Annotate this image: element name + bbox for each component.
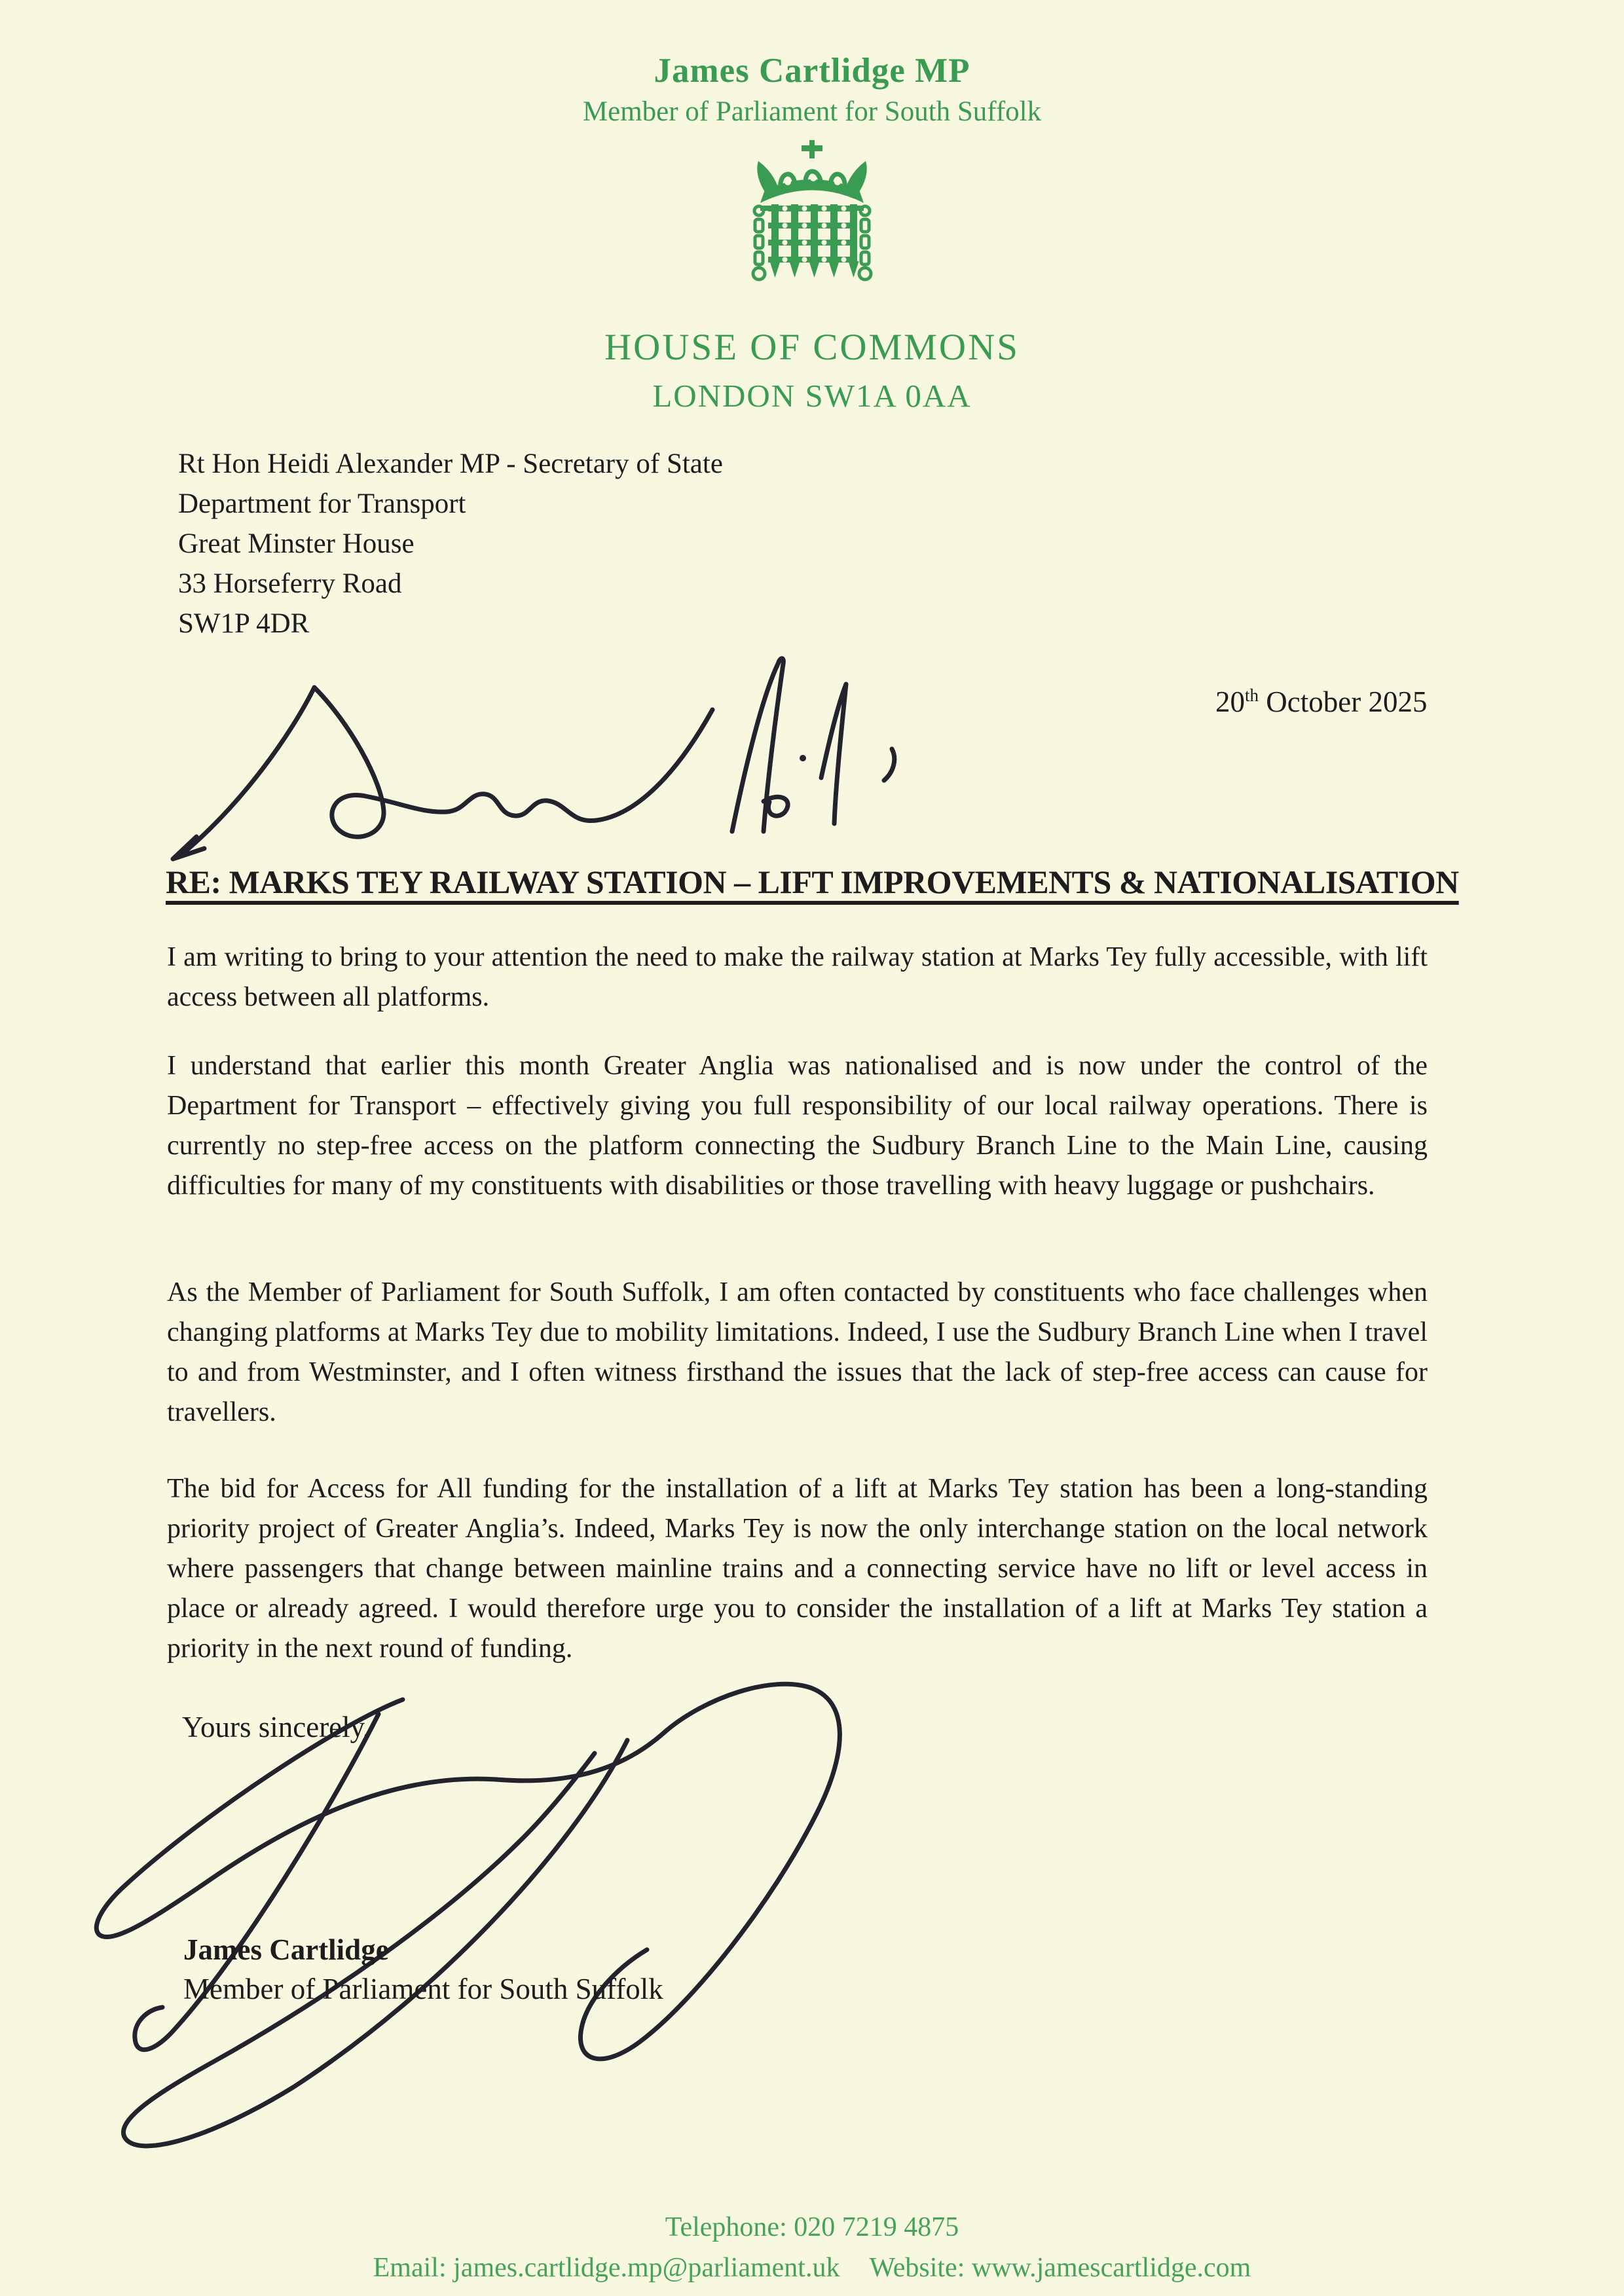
letterhead-mp-name: James Cartlidge MP	[654, 52, 970, 90]
portcullis-crest-icon	[750, 140, 874, 288]
body-paragraph: The bid for Access for All funding for the installation of a lift at Marks Tey station has been a long-standing priority project of Greater Anglia’s. Indeed, Marks Tey is now the only interchange station on the local network where passengers that change between mainline trains and a connecting service have no lift or level access in place or already agreed. I would therefore urge you to consider the installation of a lift at Marks Tey station a priority in the next round of funding.	[167, 1474, 1428, 1664]
body-paragraph: I am writing to bring to your attention the need to make the railway station at Marks Tey fully accessible, with lift access between all platforms.	[167, 942, 1428, 1012]
footer-telephone: Telephone: 020 7219 4875	[665, 2212, 959, 2242]
recipient-line: SW1P 4DR	[178, 608, 310, 639]
handwritten-greeting	[139, 636, 1108, 872]
recipient-line: Department for Transport	[178, 488, 466, 519]
date-rest: October 2025	[1259, 685, 1428, 718]
subject-line: RE: MARKS TEY RAILWAY STATION – LIFT IMPROVEMENTS & NATIONALISATION	[166, 864, 1459, 900]
recipient-line: Great Minster House	[178, 528, 415, 559]
date-day: 20	[1215, 685, 1245, 718]
letterhead-address: LONDON SW1A 0AA	[652, 378, 972, 414]
footer-email: Email: james.cartlidge.mp@parliament.uk	[373, 2253, 840, 2283]
recipient-line: Rt Hon Heidi Alexander MP - Secretary of State	[178, 448, 723, 479]
body-paragraph: I understand that earlier this month Greater Anglia was nationalised and is now under the control of the Department for Transport – effectively giving you full responsibility of our local railway operations. There is currently no step-free access on the platform connecting the Sudbury Branch Line to the Main Line, causing difficulties for many of my constituents with disabilities or those travelling with heavy luggage or pushchairs.	[167, 1051, 1428, 1201]
signer-role: Member of Parliament for South Suffolk	[183, 1973, 663, 2005]
body-paragraph: As the Member of Parliament for South Suffolk, I am often contacted by constituents who face challenges when changing platforms at Marks Tey due to mobility limitations. Indeed, I use the Sudbury Branch Line when I travel to and from Westminster, and I often witness firsthand the issues that the lack of step-free access can cause for travellers.	[167, 1277, 1428, 1427]
letter-date	[1215, 685, 1427, 719]
date-suffix: th	[1245, 685, 1259, 705]
footer-contact-line	[0, 2252, 1624, 2284]
recipient-address	[178, 444, 1095, 644]
letterhead-mp-role: Member of Parliament for South Suffolk	[582, 96, 1042, 127]
valediction: Yours sincerely,	[182, 1711, 371, 1743]
handwritten-signature	[77, 1675, 879, 2182]
recipient-line: 33 Horseferry Road	[178, 568, 402, 599]
letterhead-institution: HOUSE OF COMMONS	[604, 327, 1020, 368]
signer-name: James Cartlidge	[183, 1933, 389, 1966]
footer-website: Website: www.jamescartlidge.com	[869, 2253, 1251, 2283]
